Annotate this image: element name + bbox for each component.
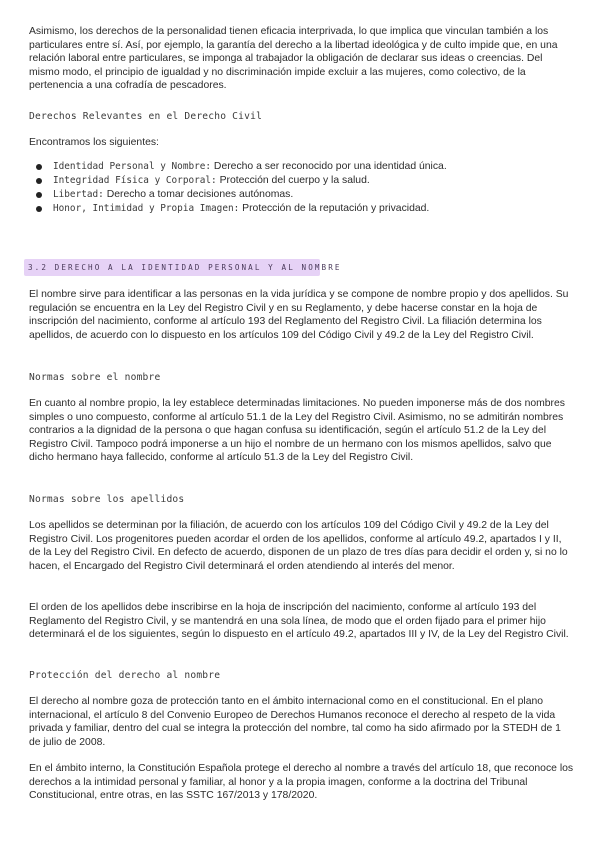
paragraph-nombre: El nombre sirve para identificar a las personas en la vida jurídica y se compone de nombre propio y dos apellidos. Su regulación se encuentra en la Ley del Registro Civil y en su Reglamento, y debe hacerse constar en la hoja de inscripción del nacimiento, conforme al artículo 193 del Reglamento del Registro Civil. La filiación determina los apellidos, de acuerdo con lo dispuesto en los artículos 109 del Código Civil y 49.2 de la Ley del Registro Civil.	[29, 289, 569, 341]
bullet-icon	[36, 164, 42, 170]
bullet-icon	[36, 206, 42, 212]
heading-normas-nombre: Normas sobre el nombre	[29, 372, 161, 383]
list-item-term: Honor, Intimidad y Propia Imagen:	[53, 203, 240, 214]
heading-derechos-relevantes: Derechos Relevantes en el Derecho Civil	[29, 111, 263, 122]
list-item-text: Protección de la reputación y privacidad.	[239, 203, 430, 214]
bullet-icon	[36, 178, 42, 184]
bullet-icon	[36, 192, 42, 198]
paragraph-normas-nombre: En cuanto al nombre propio, la ley establece determinadas limitaciones. No pueden imponerse más de dos nombres simples o uno compuesto, conforme al artículo 51.1 de la Ley del Registro Civil. Asimismo, no se admitirán nombres contrarios a la dignidad de la persona o que hagan confusa su identificación, según el artículo 51.2 de la Ley del Registro Civil. Tampoco podrá imponerse a un hijo el nombre de un hermano con los mismos apellidos, salvo que dicho hermano haya fallecido, conforme al artículo 51.3 de la Ley del Registro Civil.	[29, 398, 565, 463]
list-item-term: Identidad Personal y Nombre:	[53, 161, 212, 172]
list-item	[29, 188, 574, 202]
list-item-text: Protección del cuerpo y la salud.	[216, 175, 370, 186]
heading-proteccion: Protección del derecho al nombre	[29, 670, 221, 681]
paragraph-proteccion-2: En el ámbito interno, la Constitución Española protege el derecho al nombre a través del artículo 18, que reconoce los derechos a la intimidad personal y familiar, al honor y a la propia imagen, conforme a la doctrina del Tribunal Constitucional, entre otras, en las SSTC 167/2013 y 178/2020.	[29, 763, 574, 801]
list-item	[29, 174, 574, 188]
paragraph-proteccion-1: El derecho al nombre goza de protección tanto en el ámbito internacional como en el constitucional. En el plano internacional, el artículo 8 del Convenio Europeo de Derechos Humanos reconoce el derecho al respeto de la vida privada y familiar, dentro del cual se integra la protección del nombre, tal como ha sido afirmado por la STEDH de 1 de julio de 2008.	[29, 696, 561, 748]
list-item	[29, 160, 574, 174]
section-title: 3.2 DERECHO A LA IDENTIDAD PERSONAL Y AL NOMBRE	[24, 259, 320, 276]
paragraph-apellidos-1: Los apellidos se determinan por la filiación, de acuerdo con los artículos 109 del Código Civil y 49.2 de la Ley del Registro Civil. Los progenitores pueden acordar el orden de los apellidos, conforme al artículo 49.2, apartados I y II, de la Ley del Registro Civil. En defecto de acuerdo, disponen de un plazo de tres días para decidir el orden y, si no lo hacen, el Encargado del Registro Civil determinará el orden atendiendo al interés del menor.	[29, 520, 568, 572]
paragraph-apellidos-2: El orden de los apellidos debe inscribirse en la hoja de inscripción del nacimiento, conforme al artículo 193 del Reglamento del Registro Civil, y se mantendrá en una sola línea, de modo que el orden fijado para el primer hijo determinará el de los siguientes, según lo dispuesto en el artículo 49.2, apartados III y IV, de la Ley del Registro Civil.	[29, 602, 569, 640]
list-item-text: Derecho a ser reconocido por una identidad única.	[211, 161, 447, 172]
list-item-term: Libertad:	[53, 189, 104, 200]
heading-normas-apellidos: Normas sobre los apellidos	[29, 494, 185, 505]
paragraph-encontramos: Encontramos los siguientes:	[29, 137, 159, 148]
paragraph-eficacia: Asimismo, los derechos de la personalidad tienen eficacia interprivada, lo que implica que vinculan también a los particulares entre sí. Así, por ejemplo, la garantía del derecho a la libertad ideológica y de culto impide que, en una relación laboral entre particulares, se imponga al trabajador la obligación de declarar sus ideas o creencias. Del mismo modo, el principio de igualdad y no discriminación impide excluir a las mujeres, como colectivo, de la pertenencia a una cofradía de pescadores.	[29, 26, 558, 91]
list-item	[29, 202, 574, 216]
rights-list	[29, 160, 574, 216]
list-item-text: Derecho a tomar decisiones autónomas.	[103, 189, 294, 200]
list-item-term: Integridad Física y Corporal:	[53, 175, 217, 186]
